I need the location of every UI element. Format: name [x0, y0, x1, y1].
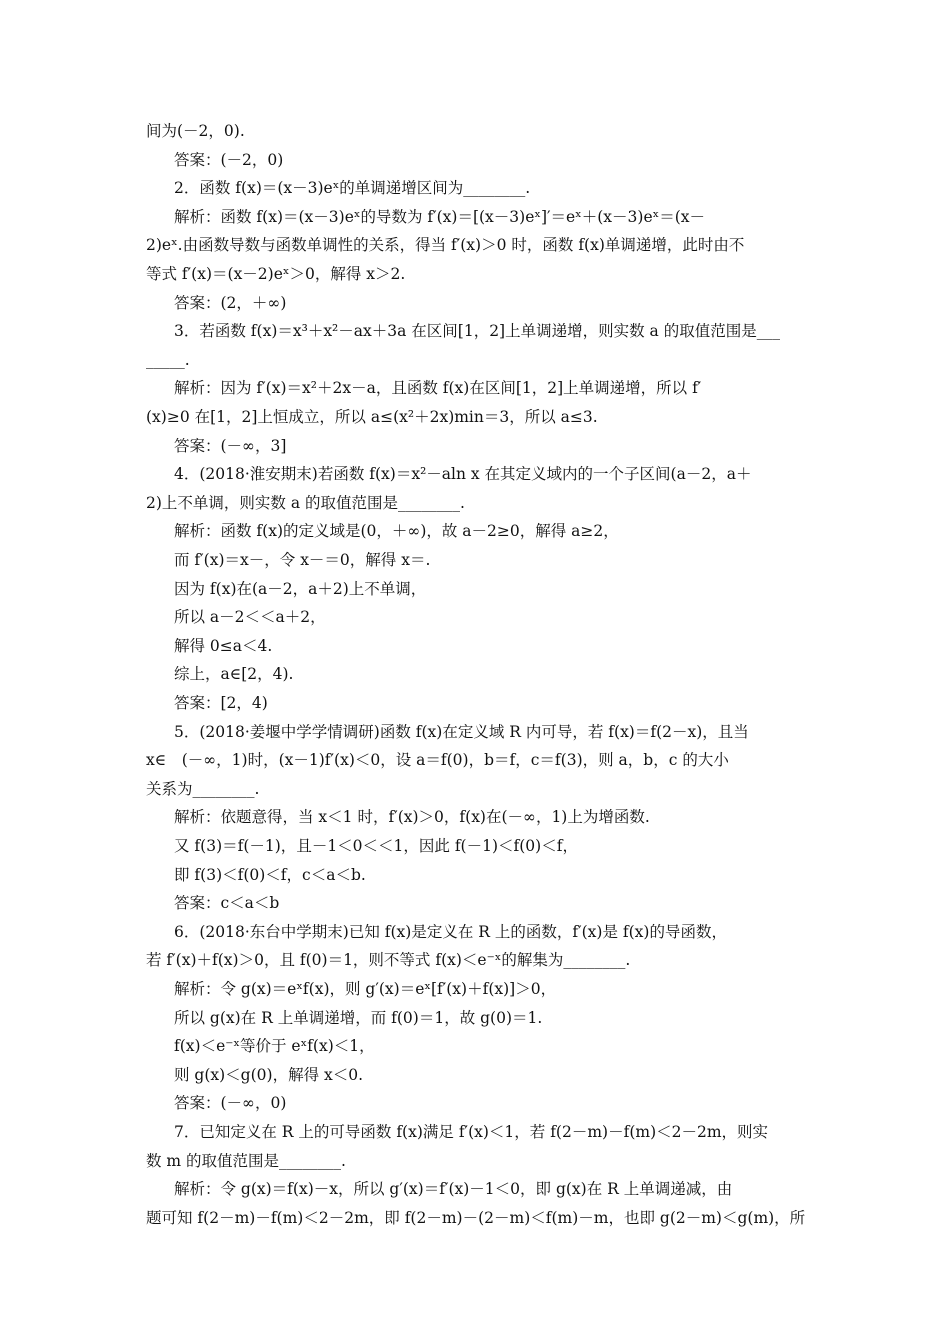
text-line: 即 f(3)＜f(0)＜f，c＜a＜b.	[174, 865, 366, 884]
text-line: 因为 f(x)在(a－2，a＋2)上不单调，	[174, 579, 427, 598]
text-line: 解析：因为 f′(x)＝x²＋2x－a，且函数 f(x)在区间[1，2]上单调递增，所以 f′	[174, 379, 702, 398]
text-line: x∈ (－∞，1)时，(x－1)f′(x)＜0，设 a＝f(0)，b＝f，c＝f(3)，则 a，b，c 的大小	[146, 751, 729, 770]
text-line: (x)≥0 在[1，2]上恒成立，所以 a≤(x²＋2x)min＝3，所以 a≤3.	[146, 408, 598, 426]
text-line: f(x)＜e⁻ˣ等价于 eˣf(x)＜1，	[174, 1037, 375, 1056]
text-line: 答案：[2，4)	[174, 694, 268, 712]
text-line: 题可知 f(2－m)－f(m)＜2－2m，即 f(2－m)－(2－m)＜f(m)－m，也即 g(2－m)＜g(m)，所	[146, 1208, 806, 1227]
text-line: 答案：(－∞，0)	[174, 1094, 287, 1113]
text-line: 解析：令 g(x)＝f(x)－x，所以 g′(x)＝f′(x)－1＜0，即 g(x)在 R 上单调递减，由	[174, 1180, 733, 1199]
text-line: 答案：c＜a＜b	[174, 894, 280, 913]
text-line: 解析：函数 f(x)＝(x－3)eˣ的导数为 f′(x)＝[(x－3)eˣ]′＝eˣ＋(x－3)eˣ＝(x－	[174, 207, 705, 226]
text-line: 关系为________.	[146, 779, 260, 798]
text-line: 7．已知定义在 R 上的可导函数 f(x)满足 f′(x)＜1，若 f(2－m)－f(m)＜2－2m，则实	[174, 1123, 769, 1141]
text-line: 又 f(3)＝f(－1)，且－1＜0＜＜1，因此 f(－1)＜f(0)＜f，	[174, 837, 578, 855]
text-line: 2)上不单调，则实数 a 的取值范围是________.	[146, 493, 465, 512]
text-line: 若 f′(x)＋f(x)＞0，且 f(0)＝1，则不等式 f(x)＜e⁻ˣ的解集为________.	[146, 951, 631, 970]
text-line: 4．(2018·淮安期末)若函数 f(x)＝x²－aln x 在其定义域内的一个子区间(a－2，a＋	[174, 465, 752, 484]
text-line: 答案：(－∞，3]	[174, 436, 287, 455]
text-line: 间为(－2，0).	[146, 122, 245, 140]
text-line: 6．(2018·东台中学期末)已知 f(x)是定义在 R 上的函数，f′(x)是 f(x)的导函数，	[174, 922, 727, 941]
text-line: 答案：(2，＋∞)	[174, 293, 287, 312]
text-line: 数 m 的取值范围是________.	[146, 1151, 346, 1170]
text-line: 所以 a－2＜＜a＋2，	[174, 608, 326, 627]
text-line: 2)eˣ.由函数导数与函数单调性的关系，得当 f′(x)＞0 时，函数 f(x)单调递增，此时由不	[146, 236, 745, 255]
text-line: 2．函数 f(x)＝(x－3)eˣ的单调递增区间为________.	[174, 179, 531, 198]
text-line: 解得 0≤a＜4.	[174, 636, 273, 655]
text-line: 综上，a∈[2，4).	[174, 665, 294, 684]
text-line: 所以 g(x)在 R 上单调递增，而 f(0)＝1，故 g(0)＝1.	[174, 1008, 543, 1027]
text-line: 等式 f′(x)＝(x－2)eˣ＞0，解得 x＞2.	[146, 265, 406, 283]
text-line: 解析：令 g(x)＝eˣf(x)，则 g′(x)＝eˣ[f′(x)＋f(x)]＞0，	[174, 980, 557, 998]
text-line: 则 g(x)＜g(0)，解得 x＜0.	[174, 1065, 364, 1084]
text-line: _____.	[146, 350, 190, 369]
text-line: 5．(2018·姜堰中学学情调研)函数 f(x)在定义域 R 内可导，若 f(x)＝f(2－x)，且当	[174, 722, 749, 741]
text-line: 而 f′(x)＝x－，令 x－＝0，解得 x＝.	[174, 551, 431, 569]
text-line: 解析：依题意得，当 x＜1 时，f′(x)＞0，f(x)在(－∞，1)上为增函数.	[174, 808, 650, 827]
text-line: 解析：函数 f(x)的定义域是(0，＋∞)，故 a－2≥0，解得 a≥2，	[174, 522, 619, 541]
text-line: 3．若函数 f(x)＝x³＋x²－ax＋3a 在区间[1，2]上单调递增，则实数 a 的取值范围是___	[174, 322, 780, 341]
text-line: 答案：(－2，0)	[174, 150, 284, 169]
